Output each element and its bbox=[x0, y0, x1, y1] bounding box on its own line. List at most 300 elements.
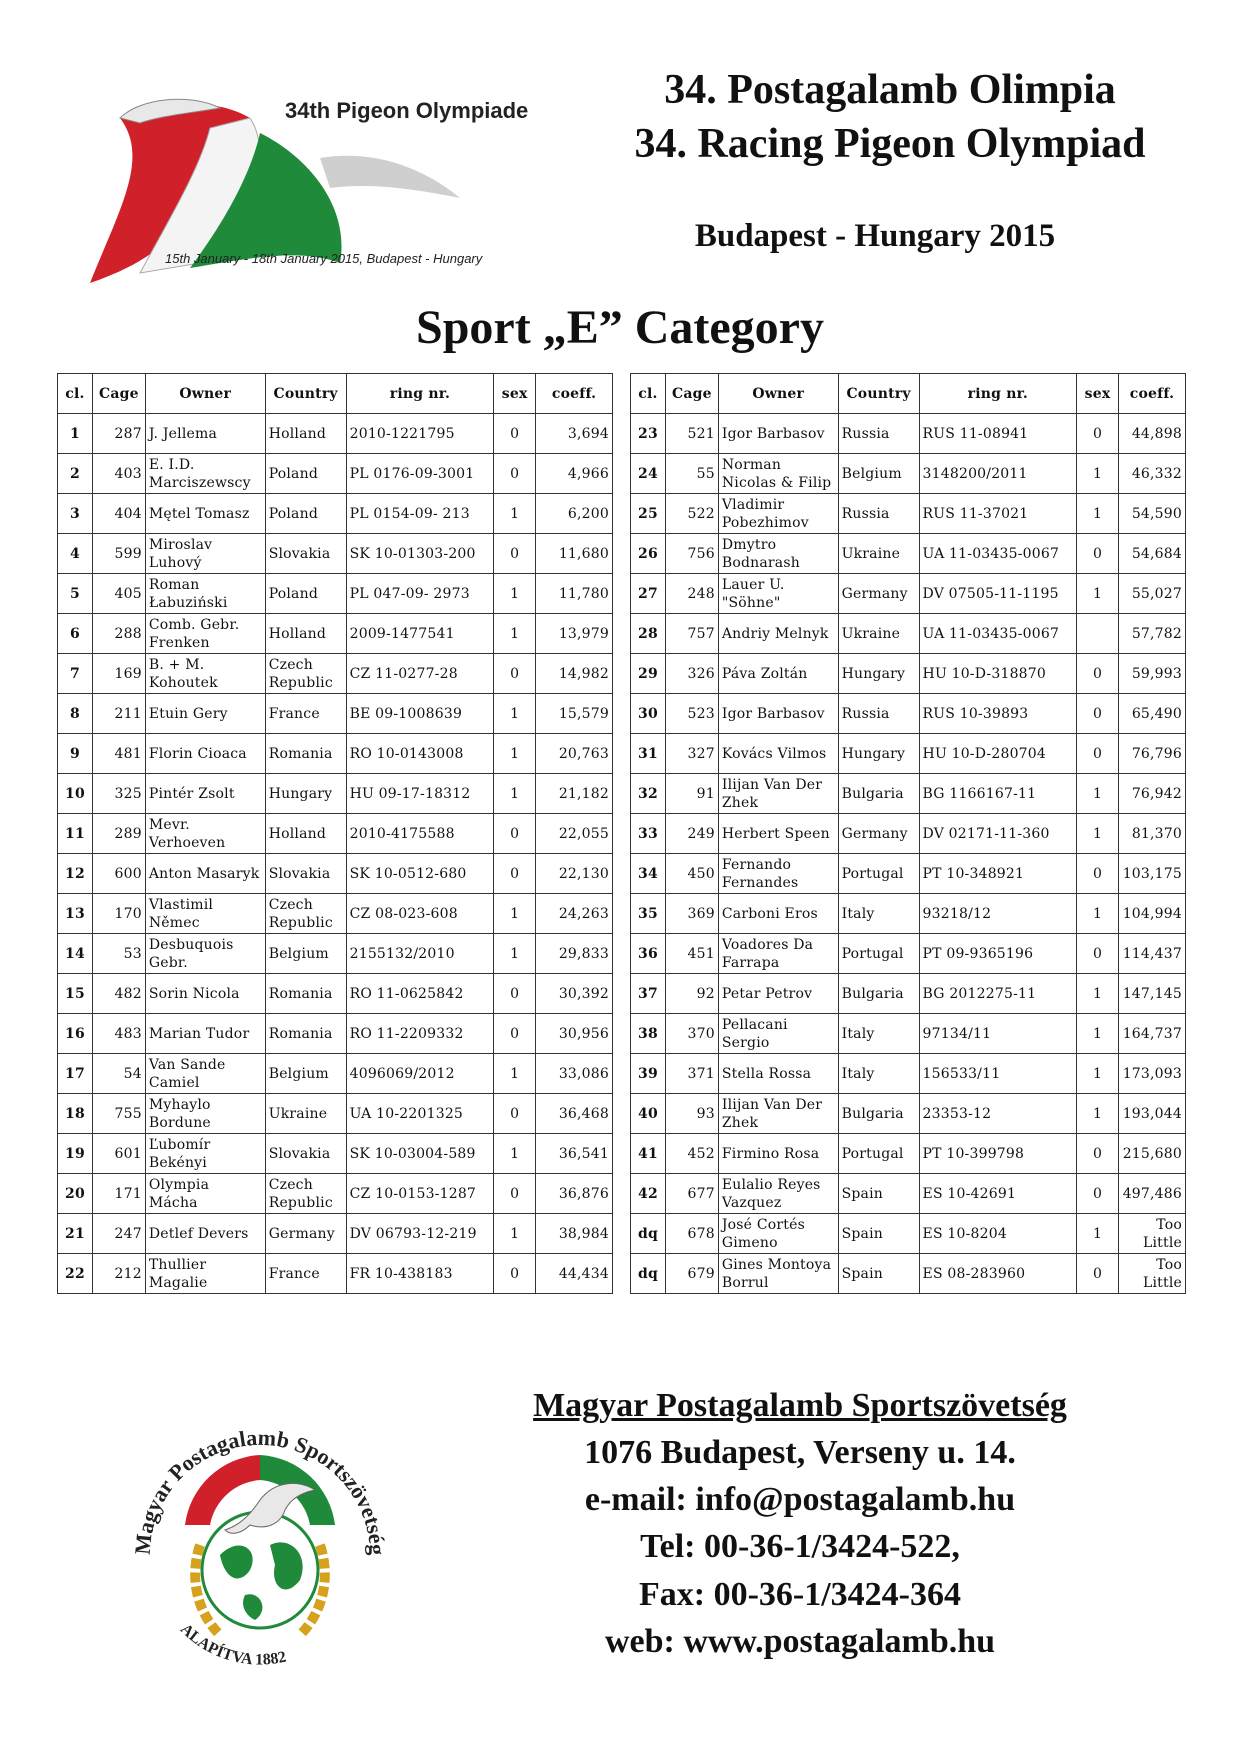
owner-cell: Olympia Mácha bbox=[145, 1174, 265, 1214]
col-header: ring nr. bbox=[919, 374, 1077, 414]
address: 1076 Budapest, Verseny u. 14. bbox=[584, 1434, 1016, 1471]
table-row bbox=[58, 694, 613, 734]
table-row bbox=[631, 1094, 1186, 1134]
sex-cell: 0 bbox=[494, 534, 536, 574]
country-cell: Ukraine bbox=[838, 534, 919, 574]
cage-cell: 55 bbox=[665, 454, 718, 494]
owner-cell: Stella Rossa bbox=[718, 1054, 838, 1094]
owner-cell: E. I.D. Marciszewscy bbox=[145, 454, 265, 494]
sex-cell: 0 bbox=[1077, 414, 1119, 454]
sex-cell: 0 bbox=[1077, 854, 1119, 894]
owner-cell: Pellacani Sergio bbox=[718, 1014, 838, 1054]
table-header-row bbox=[631, 374, 1186, 414]
country-cell: Hungary bbox=[265, 774, 346, 814]
coeff-cell: 30,956 bbox=[536, 1014, 613, 1054]
sex-cell: 0 bbox=[494, 814, 536, 854]
cage-cell: 483 bbox=[92, 1014, 145, 1054]
owner-cell: Thullier Magalie bbox=[145, 1254, 265, 1294]
owner-cell: Mętel Tomasz bbox=[145, 494, 265, 534]
sex-cell: 1 bbox=[494, 774, 536, 814]
cage-cell: 523 bbox=[665, 694, 718, 734]
ring-cell: 2010-4175588 bbox=[346, 814, 494, 854]
country-cell: Germany bbox=[838, 814, 919, 854]
owner-cell: Roman Łabuziński bbox=[145, 574, 265, 614]
owner-cell: Mevr. Verhoeven bbox=[145, 814, 265, 854]
coeff-cell: Too Little bbox=[1118, 1214, 1185, 1254]
sex-cell: 1 bbox=[494, 614, 536, 654]
coeff-cell: 65,490 bbox=[1118, 694, 1185, 734]
col-header: Country bbox=[838, 374, 919, 414]
cage-cell: 482 bbox=[92, 974, 145, 1014]
sex-cell: 0 bbox=[494, 1254, 536, 1294]
cage-cell: 679 bbox=[665, 1254, 718, 1294]
owner-cell: B. + M. Kohoutek bbox=[145, 654, 265, 694]
rank-cell: 23 bbox=[631, 414, 666, 454]
country-cell: Holland bbox=[265, 614, 346, 654]
rank-cell: 18 bbox=[58, 1094, 93, 1134]
coeff-cell: 114,437 bbox=[1118, 934, 1185, 974]
cage-cell: 369 bbox=[665, 894, 718, 934]
ring-cell: SK 10-03004-589 bbox=[346, 1134, 494, 1174]
cage-cell: 522 bbox=[665, 494, 718, 534]
sex-cell: 1 bbox=[494, 734, 536, 774]
country-cell: Holland bbox=[265, 814, 346, 854]
sex-cell: 0 bbox=[494, 1014, 536, 1054]
rank-cell: 10 bbox=[58, 774, 93, 814]
ring-cell: 2009-1477541 bbox=[346, 614, 494, 654]
coeff-cell: 59,993 bbox=[1118, 654, 1185, 694]
coeff-cell: Too Little bbox=[1118, 1254, 1185, 1294]
table-row bbox=[631, 974, 1186, 1014]
rank-cell: 12 bbox=[58, 854, 93, 894]
title-english: 34. Racing Pigeon Olympiad bbox=[634, 121, 1146, 167]
ring-cell: 23353-12 bbox=[919, 1094, 1077, 1134]
owner-cell: Ilijan Van Der Zhek bbox=[718, 774, 838, 814]
website: web: www.postagalamb.hu bbox=[604, 1623, 996, 1660]
ring-cell: RUS 10-39893 bbox=[919, 694, 1077, 734]
ring-cell: UA 11-03435-0067 bbox=[919, 534, 1077, 574]
col-header: Country bbox=[265, 374, 346, 414]
owner-cell: Dmytro Bodnarash bbox=[718, 534, 838, 574]
coeff-cell: 215,680 bbox=[1118, 1134, 1185, 1174]
table-row bbox=[58, 1094, 613, 1134]
country-cell: Spain bbox=[838, 1174, 919, 1214]
col-header: Owner bbox=[718, 374, 838, 414]
ring-cell: CZ 08-023-608 bbox=[346, 894, 494, 934]
coeff-cell: 20,763 bbox=[536, 734, 613, 774]
ring-cell: DV 02171-11-360 bbox=[919, 814, 1077, 854]
country-cell: Portugal bbox=[838, 854, 919, 894]
federation-emblem bbox=[110, 1385, 410, 1685]
ring-cell: UA 10-2201325 bbox=[346, 1094, 494, 1134]
owner-cell: Petar Petrov bbox=[718, 974, 838, 1014]
table-row bbox=[58, 854, 613, 894]
owner-cell: Carboni Eros bbox=[718, 894, 838, 934]
cage-cell: 247 bbox=[92, 1214, 145, 1254]
table-row bbox=[58, 1174, 613, 1214]
cage-cell: 601 bbox=[92, 1134, 145, 1174]
sex-cell: 0 bbox=[494, 654, 536, 694]
country-cell: Belgium bbox=[838, 454, 919, 494]
cage-cell: 212 bbox=[92, 1254, 145, 1294]
ring-cell: 2010-1221795 bbox=[346, 414, 494, 454]
col-header: sex bbox=[1077, 374, 1119, 414]
table-row bbox=[631, 1054, 1186, 1094]
ring-cell: CZ 11-0277-28 bbox=[346, 654, 494, 694]
owner-cell: Norman Nicolas & Filip bbox=[718, 454, 838, 494]
sex-cell: 0 bbox=[1077, 534, 1119, 574]
ring-cell: SK 10-0512-680 bbox=[346, 854, 494, 894]
ring-cell: UA 11-03435-0067 bbox=[919, 614, 1077, 654]
venue-title: Budapest - Hungary 2015 bbox=[694, 218, 1056, 254]
table-row bbox=[631, 494, 1186, 534]
owner-cell: Myhaylo Bordune bbox=[145, 1094, 265, 1134]
cage-cell: 677 bbox=[665, 1174, 718, 1214]
rank-cell: 20 bbox=[58, 1174, 93, 1214]
ring-cell: PL 047-09- 2973 bbox=[346, 574, 494, 614]
cage-cell: 327 bbox=[665, 734, 718, 774]
sex-cell: 1 bbox=[1077, 1094, 1119, 1134]
col-header: ring nr. bbox=[346, 374, 494, 414]
cage-cell: 171 bbox=[92, 1174, 145, 1214]
country-cell: Holland bbox=[265, 414, 346, 454]
title-hungarian: 34. Postagalamb Olimpia bbox=[664, 67, 1116, 113]
cage-cell: 521 bbox=[665, 414, 718, 454]
coeff-cell: 22,055 bbox=[536, 814, 613, 854]
coeff-cell: 55,027 bbox=[1118, 574, 1185, 614]
rank-cell: 29 bbox=[631, 654, 666, 694]
email: e-mail: info@postagalamb.hu bbox=[584, 1481, 1016, 1518]
coeff-cell: 24,263 bbox=[536, 894, 613, 934]
rank-cell: 1 bbox=[58, 414, 93, 454]
ring-cell: PT 10-348921 bbox=[919, 854, 1077, 894]
cage-cell: 405 bbox=[92, 574, 145, 614]
coeff-cell: 15,579 bbox=[536, 694, 613, 734]
country-cell: Czech Republic bbox=[265, 654, 346, 694]
coeff-cell: 11,680 bbox=[536, 534, 613, 574]
rank-cell: 24 bbox=[631, 454, 666, 494]
sex-cell: 0 bbox=[494, 1094, 536, 1134]
ring-cell: RO 11-0625842 bbox=[346, 974, 494, 1014]
country-cell: Hungary bbox=[838, 654, 919, 694]
sex-cell: 0 bbox=[494, 974, 536, 1014]
coeff-cell: 33,086 bbox=[536, 1054, 613, 1094]
owner-cell: Vlastimil Němec bbox=[145, 894, 265, 934]
col-header: Cage bbox=[665, 374, 718, 414]
cage-cell: 288 bbox=[92, 614, 145, 654]
col-header: cl. bbox=[58, 374, 93, 414]
rank-cell: 28 bbox=[631, 614, 666, 654]
sex-cell: 1 bbox=[1077, 894, 1119, 934]
coeff-cell: 57,782 bbox=[1118, 614, 1185, 654]
ring-cell: 93218/12 bbox=[919, 894, 1077, 934]
coeff-cell: 4,966 bbox=[536, 454, 613, 494]
cage-cell: 756 bbox=[665, 534, 718, 574]
coeff-cell: 147,145 bbox=[1118, 974, 1185, 1014]
cage-cell: 54 bbox=[92, 1054, 145, 1094]
owner-cell: Lauer U. "Söhne" bbox=[718, 574, 838, 614]
cage-cell: 403 bbox=[92, 454, 145, 494]
sex-cell: 1 bbox=[1077, 974, 1119, 1014]
table-row bbox=[58, 774, 613, 814]
owner-cell: Fernando Fernandes bbox=[718, 854, 838, 894]
sex-cell: 0 bbox=[1077, 1254, 1119, 1294]
table-row bbox=[58, 814, 613, 854]
table-row bbox=[58, 574, 613, 614]
country-cell: Hungary bbox=[838, 734, 919, 774]
emblem-ring-text: Magyar Postagalamb Sportszövetség bbox=[129, 1424, 391, 1556]
ring-cell: RUS 11-08941 bbox=[919, 414, 1077, 454]
rank-cell: 6 bbox=[58, 614, 93, 654]
sex-cell bbox=[1077, 614, 1119, 654]
rank-cell: 41 bbox=[631, 1134, 666, 1174]
ring-cell: RO 11-2209332 bbox=[346, 1014, 494, 1054]
results-table-left bbox=[57, 373, 613, 1294]
sex-cell: 1 bbox=[1077, 574, 1119, 614]
country-cell: Bulgaria bbox=[838, 774, 919, 814]
country-cell: Belgium bbox=[265, 934, 346, 974]
owner-cell: Igor Barbasov bbox=[718, 694, 838, 734]
ring-cell: BE 09-1008639 bbox=[346, 694, 494, 734]
country-cell: Ukraine bbox=[265, 1094, 346, 1134]
country-cell: France bbox=[265, 1254, 346, 1294]
owner-cell: Marian Tudor bbox=[145, 1014, 265, 1054]
rank-cell: 21 bbox=[58, 1214, 93, 1254]
country-cell: Germany bbox=[838, 574, 919, 614]
owner-cell: Ľubomír Bekényi bbox=[145, 1134, 265, 1174]
sex-cell: 1 bbox=[494, 494, 536, 534]
coeff-cell: 3,694 bbox=[536, 414, 613, 454]
rank-cell: 17 bbox=[58, 1054, 93, 1094]
coeff-cell: 103,175 bbox=[1118, 854, 1185, 894]
cage-cell: 481 bbox=[92, 734, 145, 774]
table-row bbox=[58, 1214, 613, 1254]
cage-cell: 600 bbox=[92, 854, 145, 894]
country-cell: Russia bbox=[838, 694, 919, 734]
table-row bbox=[58, 934, 613, 974]
category-title: Sport „E” Category bbox=[416, 301, 824, 354]
ring-cell: ES 10-8204 bbox=[919, 1214, 1077, 1254]
owner-cell: Vladimir Pobezhimov bbox=[718, 494, 838, 534]
cage-cell: 371 bbox=[665, 1054, 718, 1094]
owner-cell: Kovács Vilmos bbox=[718, 734, 838, 774]
coeff-cell: 76,796 bbox=[1118, 734, 1185, 774]
ring-cell: HU 10-D-318870 bbox=[919, 654, 1077, 694]
rank-cell: 22 bbox=[58, 1254, 93, 1294]
ring-cell: FR 10-438183 bbox=[346, 1254, 494, 1294]
ring-cell: PT 10-399798 bbox=[919, 1134, 1077, 1174]
coeff-cell: 14,982 bbox=[536, 654, 613, 694]
owner-cell: Anton Masaryk bbox=[145, 854, 265, 894]
country-cell: Bulgaria bbox=[838, 1094, 919, 1134]
coeff-cell: 46,332 bbox=[1118, 454, 1185, 494]
sex-cell: 1 bbox=[494, 574, 536, 614]
owner-cell: Florin Cioaca bbox=[145, 734, 265, 774]
ring-cell: 156533/11 bbox=[919, 1054, 1077, 1094]
ring-cell: 2155132/2010 bbox=[346, 934, 494, 974]
rank-cell: 16 bbox=[58, 1014, 93, 1054]
rank-cell: 30 bbox=[631, 694, 666, 734]
sex-cell: 1 bbox=[494, 1054, 536, 1094]
table-row bbox=[58, 1014, 613, 1054]
rank-cell: 25 bbox=[631, 494, 666, 534]
ring-cell: DV 07505-11-1195 bbox=[919, 574, 1077, 614]
rank-cell: 34 bbox=[631, 854, 666, 894]
country-cell: Poland bbox=[265, 494, 346, 534]
table-row bbox=[58, 494, 613, 534]
country-cell: Romania bbox=[265, 974, 346, 1014]
sex-cell: 0 bbox=[1077, 934, 1119, 974]
cage-cell: 92 bbox=[665, 974, 718, 1014]
olympiade-logo bbox=[80, 88, 600, 298]
rank-cell: 37 bbox=[631, 974, 666, 1014]
coeff-cell: 36,541 bbox=[536, 1134, 613, 1174]
table-row bbox=[58, 454, 613, 494]
ring-cell: CZ 10-0153-1287 bbox=[346, 1174, 494, 1214]
logo-title: 34th Pigeon Olympiade bbox=[285, 98, 529, 123]
rank-cell: 27 bbox=[631, 574, 666, 614]
logo-dates: 15th January - 18th January 2015, Budapest - Hungary bbox=[165, 251, 483, 266]
sex-cell: 1 bbox=[1077, 494, 1119, 534]
coeff-cell: 54,684 bbox=[1118, 534, 1185, 574]
sex-cell: 1 bbox=[1077, 1054, 1119, 1094]
rank-cell: dq bbox=[631, 1254, 666, 1294]
table-row bbox=[631, 1214, 1186, 1254]
country-cell: Ukraine bbox=[838, 614, 919, 654]
rank-cell: 7 bbox=[58, 654, 93, 694]
cage-cell: 404 bbox=[92, 494, 145, 534]
telephone: Tel: 00-36-1/3424-522, bbox=[640, 1528, 960, 1565]
ring-cell: ES 08-283960 bbox=[919, 1254, 1077, 1294]
rank-cell: 32 bbox=[631, 774, 666, 814]
sex-cell: 1 bbox=[1077, 814, 1119, 854]
table-row bbox=[631, 1014, 1186, 1054]
owner-cell: Firmino Rosa bbox=[718, 1134, 838, 1174]
ring-cell: DV 06793-12-219 bbox=[346, 1214, 494, 1254]
table-header-row bbox=[58, 374, 613, 414]
table-row bbox=[58, 1054, 613, 1094]
owner-cell: Sorin Nicola bbox=[145, 974, 265, 1014]
country-cell: Russia bbox=[838, 494, 919, 534]
table-row bbox=[58, 1134, 613, 1174]
country-cell: Italy bbox=[838, 894, 919, 934]
owner-cell: Miroslav Luhový bbox=[145, 534, 265, 574]
sex-cell: 0 bbox=[494, 414, 536, 454]
rank-cell: 2 bbox=[58, 454, 93, 494]
results-table-right bbox=[630, 373, 1186, 1294]
country-cell: Czech Republic bbox=[265, 894, 346, 934]
ring-cell: SK 10-01303-200 bbox=[346, 534, 494, 574]
country-cell: Spain bbox=[838, 1214, 919, 1254]
ring-cell: RO 10-0143008 bbox=[346, 734, 494, 774]
dove-icon bbox=[225, 1483, 315, 1533]
ring-cell: PL 0176-09-3001 bbox=[346, 454, 494, 494]
cage-cell: 170 bbox=[92, 894, 145, 934]
table-row bbox=[58, 974, 613, 1014]
cage-cell: 248 bbox=[665, 574, 718, 614]
rank-cell: 14 bbox=[58, 934, 93, 974]
owner-cell: Gines Montoya Borrul bbox=[718, 1254, 838, 1294]
owner-cell: Pintér Zsolt bbox=[145, 774, 265, 814]
owner-cell: Igor Barbasov bbox=[718, 414, 838, 454]
ring-cell: 4096069/2012 bbox=[346, 1054, 494, 1094]
table-row bbox=[631, 694, 1186, 734]
ring-cell: BG 2012275-11 bbox=[919, 974, 1077, 1014]
coeff-cell: 36,876 bbox=[536, 1174, 613, 1214]
coeff-cell: 497,486 bbox=[1118, 1174, 1185, 1214]
country-cell: Czech Republic bbox=[265, 1174, 346, 1214]
cage-cell: 451 bbox=[665, 934, 718, 974]
table-row bbox=[631, 574, 1186, 614]
sex-cell: 1 bbox=[494, 694, 536, 734]
rank-cell: dq bbox=[631, 1214, 666, 1254]
country-cell: Slovakia bbox=[265, 854, 346, 894]
rank-cell: 3 bbox=[58, 494, 93, 534]
table-row bbox=[58, 534, 613, 574]
table-row bbox=[631, 1134, 1186, 1174]
cage-cell: 169 bbox=[92, 654, 145, 694]
sex-cell: 1 bbox=[494, 934, 536, 974]
coeff-cell: 11,780 bbox=[536, 574, 613, 614]
sex-cell: 1 bbox=[1077, 774, 1119, 814]
owner-cell: Van Sande Camiel bbox=[145, 1054, 265, 1094]
rank-cell: 40 bbox=[631, 1094, 666, 1134]
sex-cell: 0 bbox=[494, 854, 536, 894]
owner-cell: Herbert Speen bbox=[718, 814, 838, 854]
country-cell: Germany bbox=[265, 1214, 346, 1254]
table-row bbox=[631, 814, 1186, 854]
table-row bbox=[631, 734, 1186, 774]
coeff-cell: 76,942 bbox=[1118, 774, 1185, 814]
country-cell: Italy bbox=[838, 1054, 919, 1094]
sex-cell: 0 bbox=[1077, 1174, 1119, 1214]
coeff-cell: 38,984 bbox=[536, 1214, 613, 1254]
table-row bbox=[631, 1174, 1186, 1214]
cage-cell: 755 bbox=[92, 1094, 145, 1134]
country-cell: France bbox=[265, 694, 346, 734]
table-row bbox=[58, 1254, 613, 1294]
owner-cell: José Cortés Gimeno bbox=[718, 1214, 838, 1254]
coeff-cell: 29,833 bbox=[536, 934, 613, 974]
owner-cell: Desbuquois Gebr. bbox=[145, 934, 265, 974]
coeff-cell: 30,392 bbox=[536, 974, 613, 1014]
federation-name: Magyar Postagalamb Sportszövetség bbox=[533, 1387, 1067, 1424]
table-row bbox=[631, 1254, 1186, 1294]
col-header: cl. bbox=[631, 374, 666, 414]
cage-cell: 326 bbox=[665, 654, 718, 694]
rank-cell: 15 bbox=[58, 974, 93, 1014]
sex-cell: 0 bbox=[1077, 694, 1119, 734]
sex-cell: 1 bbox=[1077, 1214, 1119, 1254]
country-cell: Poland bbox=[265, 574, 346, 614]
col-header: coeff. bbox=[1118, 374, 1185, 414]
sex-cell: 1 bbox=[494, 894, 536, 934]
table-row bbox=[631, 654, 1186, 694]
ring-cell: BG 1166167-11 bbox=[919, 774, 1077, 814]
sex-cell: 1 bbox=[494, 1134, 536, 1174]
ring-cell: 3148200/2011 bbox=[919, 454, 1077, 494]
cage-cell: 211 bbox=[92, 694, 145, 734]
cage-cell: 757 bbox=[665, 614, 718, 654]
owner-cell: Voadores Da Farrapa bbox=[718, 934, 838, 974]
sex-cell: 0 bbox=[494, 454, 536, 494]
pigeon-tail bbox=[320, 156, 460, 198]
cage-cell: 91 bbox=[665, 774, 718, 814]
rank-cell: 33 bbox=[631, 814, 666, 854]
owner-cell: J. Jellema bbox=[145, 414, 265, 454]
table-row bbox=[631, 454, 1186, 494]
emblem-founded: ALAPÍTVA 1882 bbox=[177, 1620, 288, 1669]
